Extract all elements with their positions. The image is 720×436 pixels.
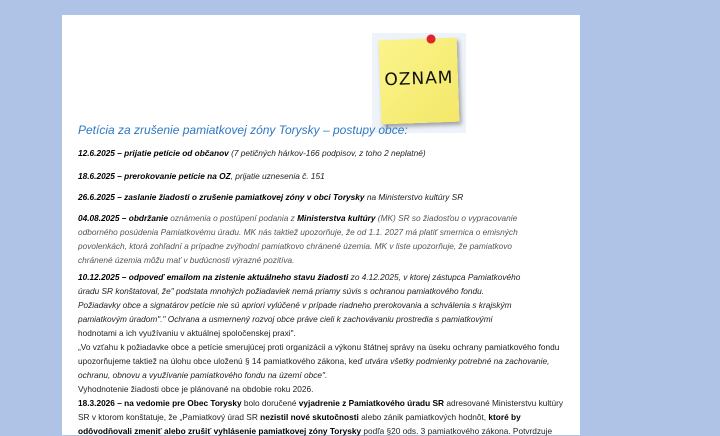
- text-segment: oznámenia o postúpení podania z: [167, 213, 298, 223]
- bold-text: ktoré by: [488, 412, 521, 422]
- text-line: [78, 328, 296, 338]
- text-segment: povolenkách, ktorá zohľadní a prípadne zvýhodní pamiatkovo chránené územia. MK v liste upozorňuje, že pamiatkovo: [78, 241, 513, 251]
- bold-text: Ministerstva kultúry: [297, 213, 376, 223]
- sticky-note: [379, 38, 460, 125]
- text-segment: (7 petičných hárkov-166 podpisov, z toho 2 neplatné): [228, 148, 426, 158]
- text-segment: na Ministerstvo kultúry SR: [364, 192, 464, 202]
- text-segment: adresované Ministerstvu kultúry: [444, 398, 564, 408]
- text-segment: upozorňujeme taktiež na úlohu obce uloženú § 14 pamiatkového zákona, keď: [78, 356, 365, 366]
- bold-text: 04.08.2025 – obdržanie: [78, 213, 168, 223]
- text-segment: zo 4.12.2025, v ktorej zástupca Pamiatkového: [348, 272, 521, 282]
- text-segment: SR v ktorom konštatuje, že „Pamiatkový úrad SR: [78, 412, 261, 422]
- text-line: [78, 286, 484, 296]
- text-line: [78, 241, 512, 251]
- text-segment: utvára všetky podmienky potrebné na zachovanie,: [364, 356, 550, 366]
- text-line: [78, 255, 294, 265]
- text-line: [78, 192, 463, 202]
- text-segment: hodnotami a ich využívaniu v aktuálnej spoločenskej praxi".: [78, 328, 296, 338]
- text-line: [78, 213, 517, 223]
- bold-text: 18.3.2026 – na vedomie pre Obec Torysky: [78, 398, 242, 408]
- text-segment: pamiatkovým úradom"." Ochrana a usmernený rozvoj obce práve cieli k zachovávaniu prostredia s pamiatkovými: [78, 314, 493, 324]
- bold-text: 26.6.2025 – zaslanie žiadosti o zrušenie pamiatkovej zóny v obci Torysky: [78, 192, 365, 202]
- pin-icon: [426, 34, 435, 43]
- oznam-image: [372, 33, 466, 133]
- bold-text: 10.12.2025 – odpoveď emailom na zistenie aktuálneho stavu žiadosti: [78, 272, 349, 282]
- text-line: [78, 426, 552, 436]
- text-segment: Vyhodnotenie žiadosti obce je plánované na obdobie roku 2026.: [78, 384, 314, 394]
- text-line: [78, 398, 563, 408]
- text-segment: Požiadavky obce a signatárov petície nie sú apriori vylúčené v prípade riadneho prerokovania a schválenia s krajským: [78, 300, 512, 310]
- text-line: [78, 412, 521, 422]
- text-line: [78, 314, 492, 324]
- text-segment: „Vo vzťahu k požiadavke obce a petície smerujúcej proti organizácii a výkonu štátnej správy na úseku ochrany pamiatkového fondu: [78, 342, 560, 352]
- text-line: [78, 370, 327, 380]
- text-line: [78, 300, 512, 310]
- text-segment: úradu SR konštatoval, že" podstata mnohých požiadaviek nemá priamy súvis s ochranou pamiatkového fondu.: [78, 286, 485, 296]
- text-line: [78, 342, 559, 352]
- text-line: [78, 171, 325, 181]
- bold-text: vyjadrenie z Pamiatkového úradu SR: [298, 398, 445, 408]
- text-segment: bolo doručené: [241, 398, 299, 408]
- text-segment: alebo zánik pamiatkových hodnôt,: [358, 412, 489, 422]
- text-line: [78, 356, 549, 366]
- page-title: Petícia za zrušenie pamiatkovej zóny Torysky – postupy obce:: [78, 123, 408, 137]
- text-segment: (MK) SR so žiadosťou o vypracovanie: [375, 213, 518, 223]
- bold-text: 18.6.2025 – prerokovanie petície na OZ: [78, 171, 231, 181]
- text-segment: ochranu, obnovu a využívanie pamiatkového fondu na území obce".: [78, 370, 328, 380]
- text-line: [78, 272, 520, 282]
- bold-text: nezistil nové skutočnosti: [260, 412, 359, 422]
- text-segment: chránené územia môžu mať v budúcnosti výrazné pozitíva.: [78, 255, 295, 265]
- bold-text: 12.6.2025 – prijatie petície od občanov: [78, 148, 229, 158]
- text-segment: , prijatie uznesenia č. 151: [230, 171, 325, 181]
- text-segment: podľa §20 ods. 3 pamiatkového zákona. Potvrdzuje: [361, 426, 553, 436]
- sticky-note-label: OZNAM: [384, 67, 454, 91]
- bold-text: odôvodňovali zmeniť alebo zrušiť vyhlásenie pamiatkovej zóny Torysky: [78, 426, 362, 436]
- text-line: [78, 384, 313, 394]
- text-segment: odborného posúdenia Pamiatkovému úradu. MK nás taktiež upozorňuje, že od 1.1. 2027 má platiť smernica o emisných: [78, 227, 518, 237]
- text-line: [78, 227, 518, 237]
- text-line: [78, 148, 426, 158]
